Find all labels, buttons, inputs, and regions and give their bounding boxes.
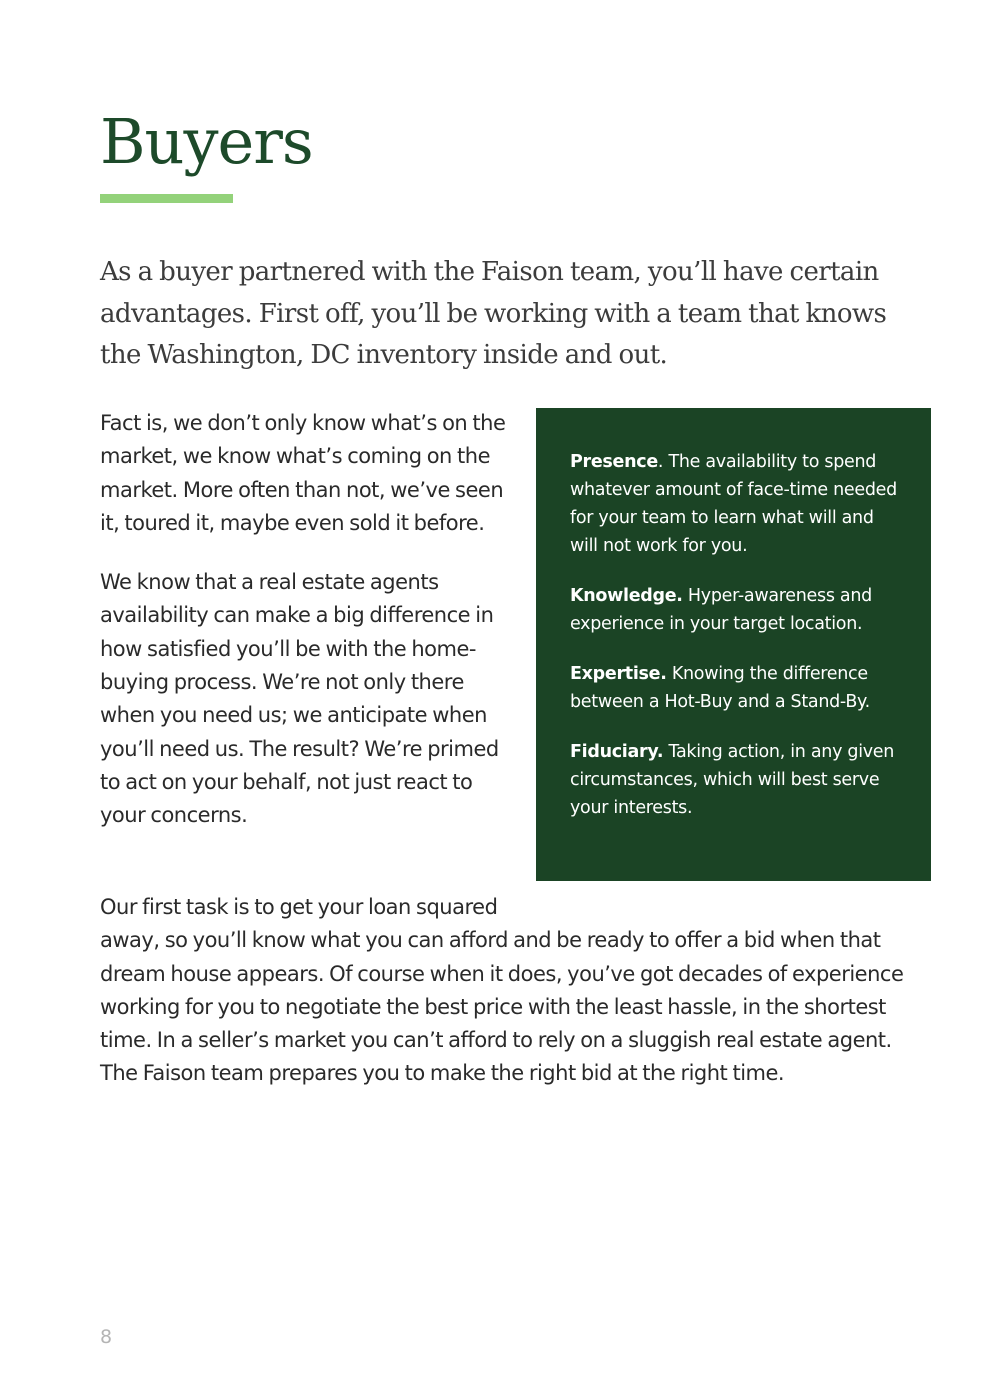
page-title: Buyers <box>100 105 313 178</box>
page-number: 8 <box>100 1326 113 1348</box>
sidebar-item-fiduciary <box>570 738 901 822</box>
sidebar-description: Taking action, in any given circumstances, which will best serve your interests. <box>570 742 895 818</box>
sidebar-term: Presence <box>570 452 658 472</box>
sidebar-item-knowledge <box>570 582 901 638</box>
sidebar-term: Expertise. <box>570 664 667 684</box>
closing-paragraph-text: Our first task is to get your loan squared away, so you’ll know what you can afford and be ready to offer a bid when that dream house appears. Of course when it does, you’ve got decades of experience working for you to negotiate the best price with the least hassle, in the shortest time. In a seller’s market you can’t afford to rely on a sluggish real estate agent. The Faison team prepares you to make the right bid at the right time. <box>100 895 904 1086</box>
body-paragraph-market-knowledge: Fact is, we don’t only know what’s on the market, we know what’s coming on the market. More often than not, we’ve seen it, toured it, maybe even sold it before. <box>100 411 506 535</box>
sidebar-term: Fiduciary. <box>570 742 664 762</box>
intro-lede: As a buyer partnered with the Faison team, you’ll have certain advantages. First off, you’ll be working with a team that knows the Washington, DC inventory inside and out. <box>100 257 887 370</box>
sidebar-description: Knowing the difference between a Hot-Buy and a Stand-By. <box>570 664 870 712</box>
sidebar-term: Knowledge. <box>570 586 683 606</box>
sidebar-item-presence <box>570 448 901 560</box>
float-spacer <box>510 891 930 895</box>
sidebar-description: Hyper-awareness and experience in your target location. <box>570 586 872 634</box>
closing-paragraph <box>100 891 930 1091</box>
sidebar-description: . The availability to spend whatever amount of face-time needed for your team to learn what will and will not work for you. <box>570 452 897 556</box>
left-column <box>100 407 515 833</box>
title-accent-underline <box>100 194 233 203</box>
advantages-sidebar <box>536 408 931 881</box>
body-paragraph-availability: We know that a real estate agents availability can make a big difference in how satisfied you’ll be with the home-buying process. We’re not only there when you need us; we anticipate when you’ll need us. The result? We’re primed to act on your behalf, not just react to your concerns. <box>100 570 499 828</box>
sidebar-item-expertise <box>570 660 901 716</box>
